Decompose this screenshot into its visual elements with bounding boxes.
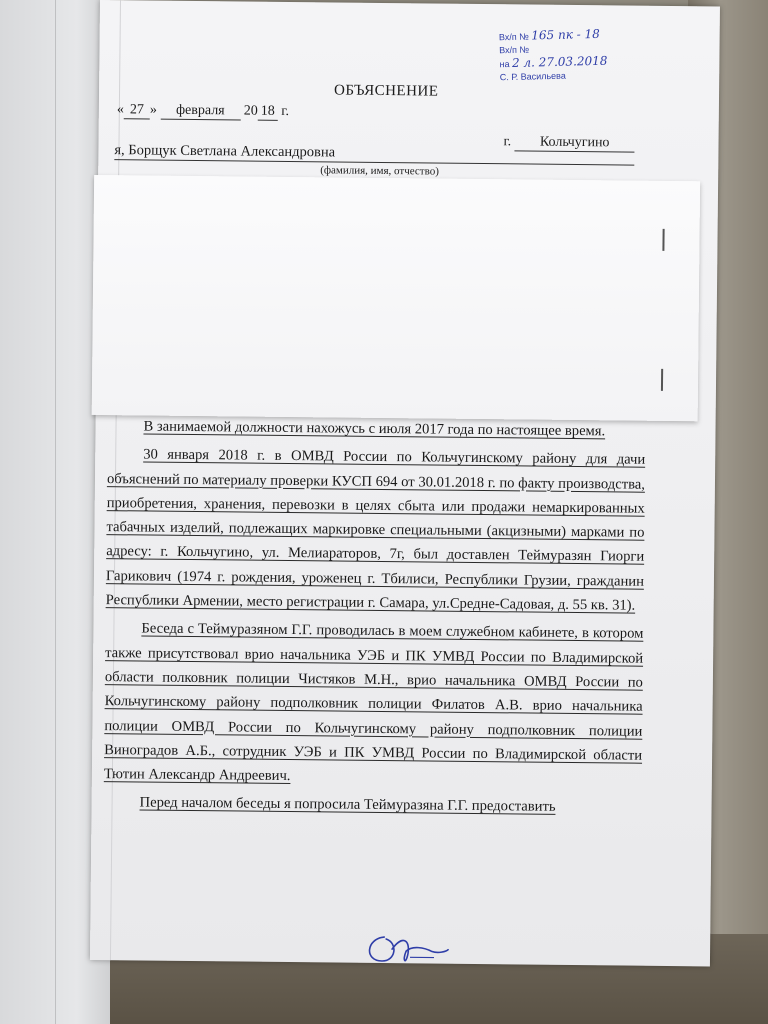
name-hint: (фамилия, имя, отчество) <box>320 164 439 178</box>
date-year-suffix: 18 <box>258 104 278 121</box>
city-name: Кольчугино <box>515 134 635 152</box>
stamp-label-3: на <box>499 59 510 70</box>
date-year-abbr: г. <box>281 103 290 119</box>
margin-mark <box>662 229 664 251</box>
stamp-label-1: Вх/п № <box>498 31 529 43</box>
date-day: 27 <box>124 102 150 119</box>
registration-stamp <box>499 27 620 90</box>
body-paragraph: Беседа с Теймуразяном Г.Г. проводилась в моем служебном кабинете, в котором также присутствовал врио начальника УЭБ и ПК УМВД России по Владимирской области полковник полиции Чистяков М.Н., врио начальника ОМВД России по Кольчугинскому району подполковник полиции Филатов А.В. врио начальника полиции ОМВД России по Кольчугинскому району подполковник полиции Виноградов А.Б., сотрудник УЭБ и ПК УМВД России по Владимирской области Тютин Александр Андреевич. <box>103 620 644 785</box>
date-close-quote: » <box>149 102 157 118</box>
date-line <box>117 102 289 121</box>
overlapping-sheet <box>92 175 700 421</box>
page-fold-line <box>55 0 56 1024</box>
stamp-label-2: Вх/п № <box>499 44 530 56</box>
margin-mark <box>661 369 663 391</box>
document-body <box>103 414 645 820</box>
document-title: ОБЪЯСНЕНИЕ <box>333 82 439 100</box>
stamp-value-1: 165 пк - 18 <box>531 26 601 43</box>
name-prefix: я, <box>114 142 125 159</box>
body-paragraph: 30 января 2018 г. в ОМВД России по Кольчугинскому району для дачи объяснений по материалу проверки КУСП 694 от 30.01.2018 г. по факту производства, приобретения, хранения, перевозки в целях сбыта или продажи немаркированных табачных изделий, подлежащих маркировке специальными (акцизными) марками по адресу: г. Кольчугино, ул. Мелиараторов, 7г, был доставлен Теймуразян Гиорги Гарикович (1974 г. рождения, уроженец г. Тбилиси, Республики Грузии, гражданин Республики Армении, место регистрации г. Самара, ул.Средне-Садовая, д. 55 кв. 31). <box>105 446 646 614</box>
date-open-quote: « <box>116 102 124 118</box>
city-prefix: г. <box>503 134 512 150</box>
date-year-prefix: 20 <box>243 103 258 119</box>
stamp-line-4: С. Р. Васильева <box>499 70 566 83</box>
person-name: Борщук Светлана Александровна <box>128 142 336 161</box>
stamp-value-3: 2 л. 27.03.2018 <box>511 53 608 70</box>
document-sheet <box>90 0 720 966</box>
date-month: февраля <box>160 103 240 121</box>
body-paragraph: В занимаемой должности нахожусь с июля 2017 года по настоящее время. <box>143 418 606 440</box>
body-paragraph: Перед началом беседы я попросила Теймуразяна Г.Г. предоставить <box>139 794 556 816</box>
signature-icon <box>362 931 452 968</box>
